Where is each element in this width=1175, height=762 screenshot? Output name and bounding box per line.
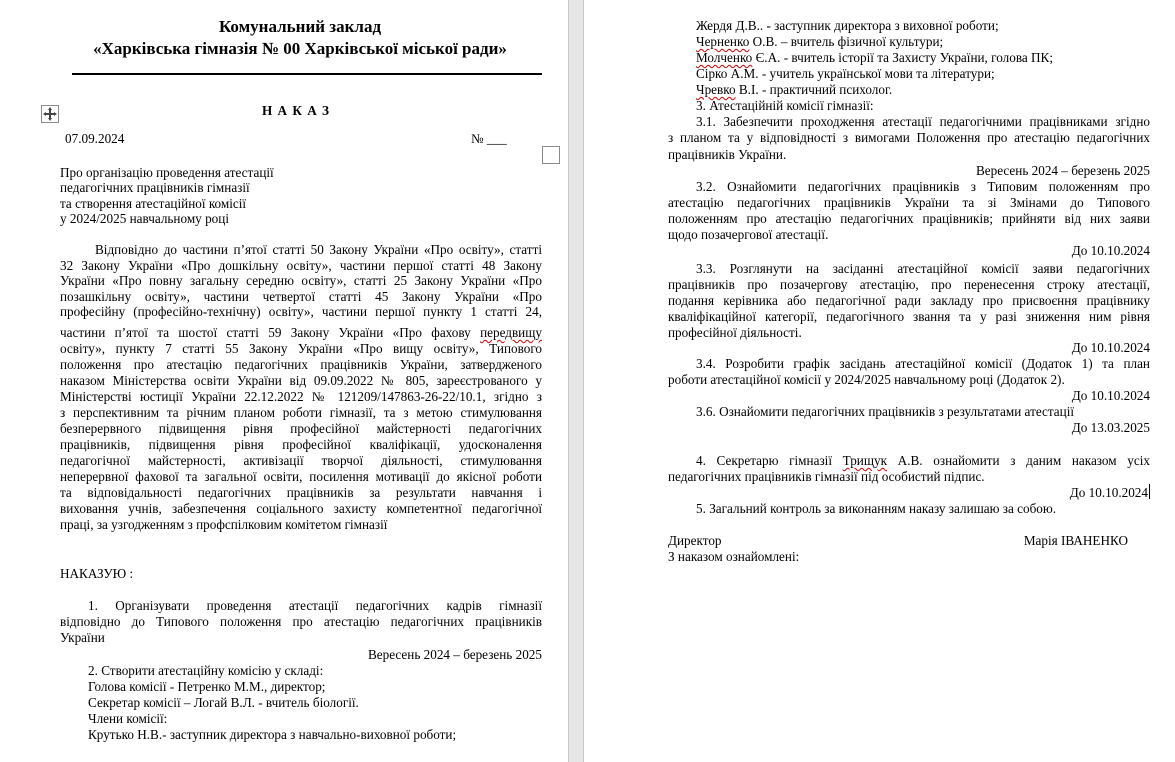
preamble-line: неперервної фахової та загальної освіти, посилення мотивації до якісної роботи — [60, 469, 542, 484]
spelling-error-word[interactable]: передвищу — [480, 325, 542, 340]
commission-member — [696, 82, 892, 97]
document-page-left — [0, 0, 568, 762]
preamble-line-text: частини п’ятої та шостої статті 59 Закону України «Про фахову — [60, 325, 471, 340]
item3-4-line: роботи атестаційної комісії у 2024/2025 навчальному році (Додаток 2). — [668, 372, 1065, 387]
commission-member: Сірко А.М. - учитель української мови та літератури; — [696, 66, 995, 81]
item3-2-line: 3.2. Ознайомити педагогічних працівників з Типовим положенням про — [696, 179, 1150, 194]
item1-line: України — [60, 630, 105, 645]
item3-6-line: 3.6. Ознайомити педагогічних працівників з результатами атестації — [696, 404, 1075, 419]
item1-line: відповідно до Типового положення про атестацію педагогічних працівників — [60, 614, 542, 629]
preamble-line: 32 Закону України «Про дошкільну освіту», частини першої статті 48 Закону — [60, 258, 542, 273]
item3-1-line: 3.1. Забезпечити проходження атестації педагогічними працівниками згідно — [696, 114, 1150, 129]
item3-6-deadline: До 13.03.2025 — [1071, 420, 1150, 435]
text-cursor — [1149, 484, 1150, 499]
member-text: Є.А. - вчитель історії та Захисту України, голова ПК; — [752, 50, 1054, 65]
subject-line: у 2024/2025 навчальному році — [60, 211, 229, 226]
item5-line: 5. Загальний контроль за виконанням наказу залишаю за собою. — [696, 501, 1057, 516]
item3-3-line: професійної діяльності. — [668, 325, 802, 340]
spelling-error-word[interactable]: Молченко — [696, 50, 753, 65]
checkbox-placeholder[interactable] — [542, 146, 560, 164]
item3-2-deadline: До 10.10.2024 — [1071, 243, 1150, 258]
item4-text: 4. Секретарю гімназії — [696, 453, 843, 468]
item3-1-line: працівників України. — [668, 147, 787, 162]
item3-3-line: працівників про позачергову атестацію, про перенесення строку атестації, — [668, 277, 1150, 292]
member-text: В.І. - практичний психолог. — [735, 82, 893, 97]
commission-member — [696, 50, 1053, 65]
header-school-name: «Харківська гімназія № 00 Харківської міської ради» — [93, 39, 507, 58]
preamble-line: працівників, підвищення рівня професійної кваліфікації, удосконалення — [60, 437, 542, 452]
acquainted-label: З наказом ознайомлені: — [668, 549, 800, 564]
preamble-line: педагогічної майстерності, активізації творчої діяльності, стимулювання — [60, 453, 542, 468]
preamble-line: праці, за узгодженням з профспілковим комітетом гімназії — [60, 517, 388, 532]
order-word: НАКАЗУЮ : — [60, 566, 134, 581]
commission-member — [696, 34, 943, 49]
item3-3-line: 3.3. Розглянути на засіданні атестаційної комісії заяви педагогічних — [696, 261, 1150, 276]
item3-4-line: 3.4. Розробити графік засідань атестаційної комісії (Додаток 1) та план — [696, 356, 1150, 371]
item4-deadline: До 10.10.2024 — [1069, 485, 1148, 500]
document-page-right — [584, 0, 1175, 762]
item4-line: педагогічних працівників гімназії під особистий підпис. — [668, 469, 985, 484]
preamble-line: Відповідно до частини п’ятої статті 50 Закону України «Про освіту», статті — [95, 242, 542, 257]
preamble-line — [60, 325, 542, 341]
item3-2-line: щодо позачергової атестації. — [668, 227, 829, 242]
spelling-error-word[interactable]: Черненко — [696, 34, 750, 49]
header-institution: Комунальний заклад — [218, 17, 382, 36]
subject-line: та створення атестаційної комісії — [60, 196, 247, 211]
item3-1-deadline: Вересень 2024 – березень 2025 — [975, 163, 1150, 178]
preamble-line: та відповідальності педагогічних працівників за результати навчання і — [60, 485, 542, 500]
item3-4-deadline: До 10.10.2024 — [1071, 388, 1150, 403]
preamble-line: виховання учнів, забезпечення соціального захисту компетентної педагогічної — [60, 501, 542, 516]
item4-line — [696, 453, 1150, 469]
commission-member: Жердя Д.В.. - заступник директора з виховної роботи; — [696, 18, 999, 33]
item3-3-line: кваліфікаційної категорії, педагогічного звання та у разі зниження ним рівня — [668, 309, 1150, 324]
director-name: Марія ІВАНЕНКО — [1023, 533, 1128, 548]
header-divider — [72, 73, 542, 75]
item3-3-deadline: До 10.10.2024 — [1071, 340, 1150, 355]
preamble-line: безперервного підвищення рівня професійної майстерності педагогічних — [60, 421, 542, 436]
doc-type-title: Н А К А З — [262, 103, 331, 118]
commission-member: Крутько Н.В.- заступник директора з навчально-виховної роботи; — [88, 727, 457, 742]
member-text: О.В. – вчитель фізичної культури; — [749, 34, 944, 49]
page-gutter — [568, 0, 584, 762]
spelling-error-word[interactable]: Чревко — [696, 82, 736, 97]
item2-title: 2. Створити атестаційну комісію у складі: — [88, 663, 324, 678]
order-number: № ___ — [471, 131, 507, 146]
preamble-line: Міністерстві юстиції України 22.12.2022 № 121209/147863-26-22/10.1, згідно з — [60, 389, 542, 404]
item3-3-line: подання керівника або педагогічної ради закладу про присвоєння працівнику — [668, 293, 1150, 308]
director-label: Директор — [668, 533, 722, 548]
item3-title: 3. Атестаційній комісії гімназії: — [696, 98, 874, 113]
preamble-line: з перспективним та річним планом роботи гімназії, та з метою стимулювання — [60, 405, 542, 420]
item4-text: А.В. ознайомити з даним наказом усіх — [887, 453, 1150, 468]
subject-line: педагогічних працівників гімназії — [60, 180, 250, 195]
item3-1-line: з планом та у відповідності з вимогами Положення про атестацію педагогічних — [668, 130, 1150, 145]
item1-line: 1. Організувати проведення атестації педагогічних кадрів гімназії — [88, 598, 542, 613]
commission-members-label: Члени комісії: — [88, 711, 168, 726]
subject-line: Про організацію проведення атестації — [60, 165, 274, 180]
preamble-line: освіту», пункту 7 статті 55 Закону України «Про вищу освіту», Типового — [60, 341, 542, 356]
table-move-handle-icon[interactable] — [41, 105, 59, 123]
preamble-line: України «Про повну загальну середню освіту», статті 25 Закону України «Про — [60, 273, 542, 288]
commission-head: Голова комісії - Петренко М.М., директор; — [88, 679, 326, 694]
preamble-line: положення про атестацію педагогічних працівників України, затвердженого — [60, 357, 542, 372]
commission-secretary: Секретар комісії – Логай В.Л. - вчитель біології. — [88, 695, 359, 710]
item3-2-line: положенням про атестацію педагогічних працівників; прийняти від них заяви — [668, 211, 1150, 226]
item3-2-line: атестацію педагогічних працівників України та зі Змінами до Типового — [668, 195, 1150, 210]
spelling-error-word[interactable]: Трищук — [842, 453, 888, 468]
preamble-line: позашкільну освіту», частини четвертої статті 45 Закону України «Про — [60, 289, 542, 304]
preamble-line: професійну (професійно-технічну) освіту», частини першої пункту 1 статті 24, — [60, 304, 542, 319]
order-date: 07.09.2024 — [65, 131, 125, 146]
preamble-line: наказом Міністерства освіти України від 09.09.2022 № 805, зареєстрованого у — [60, 373, 542, 388]
item1-deadline: Вересень 2024 – березень 2025 — [367, 647, 542, 662]
